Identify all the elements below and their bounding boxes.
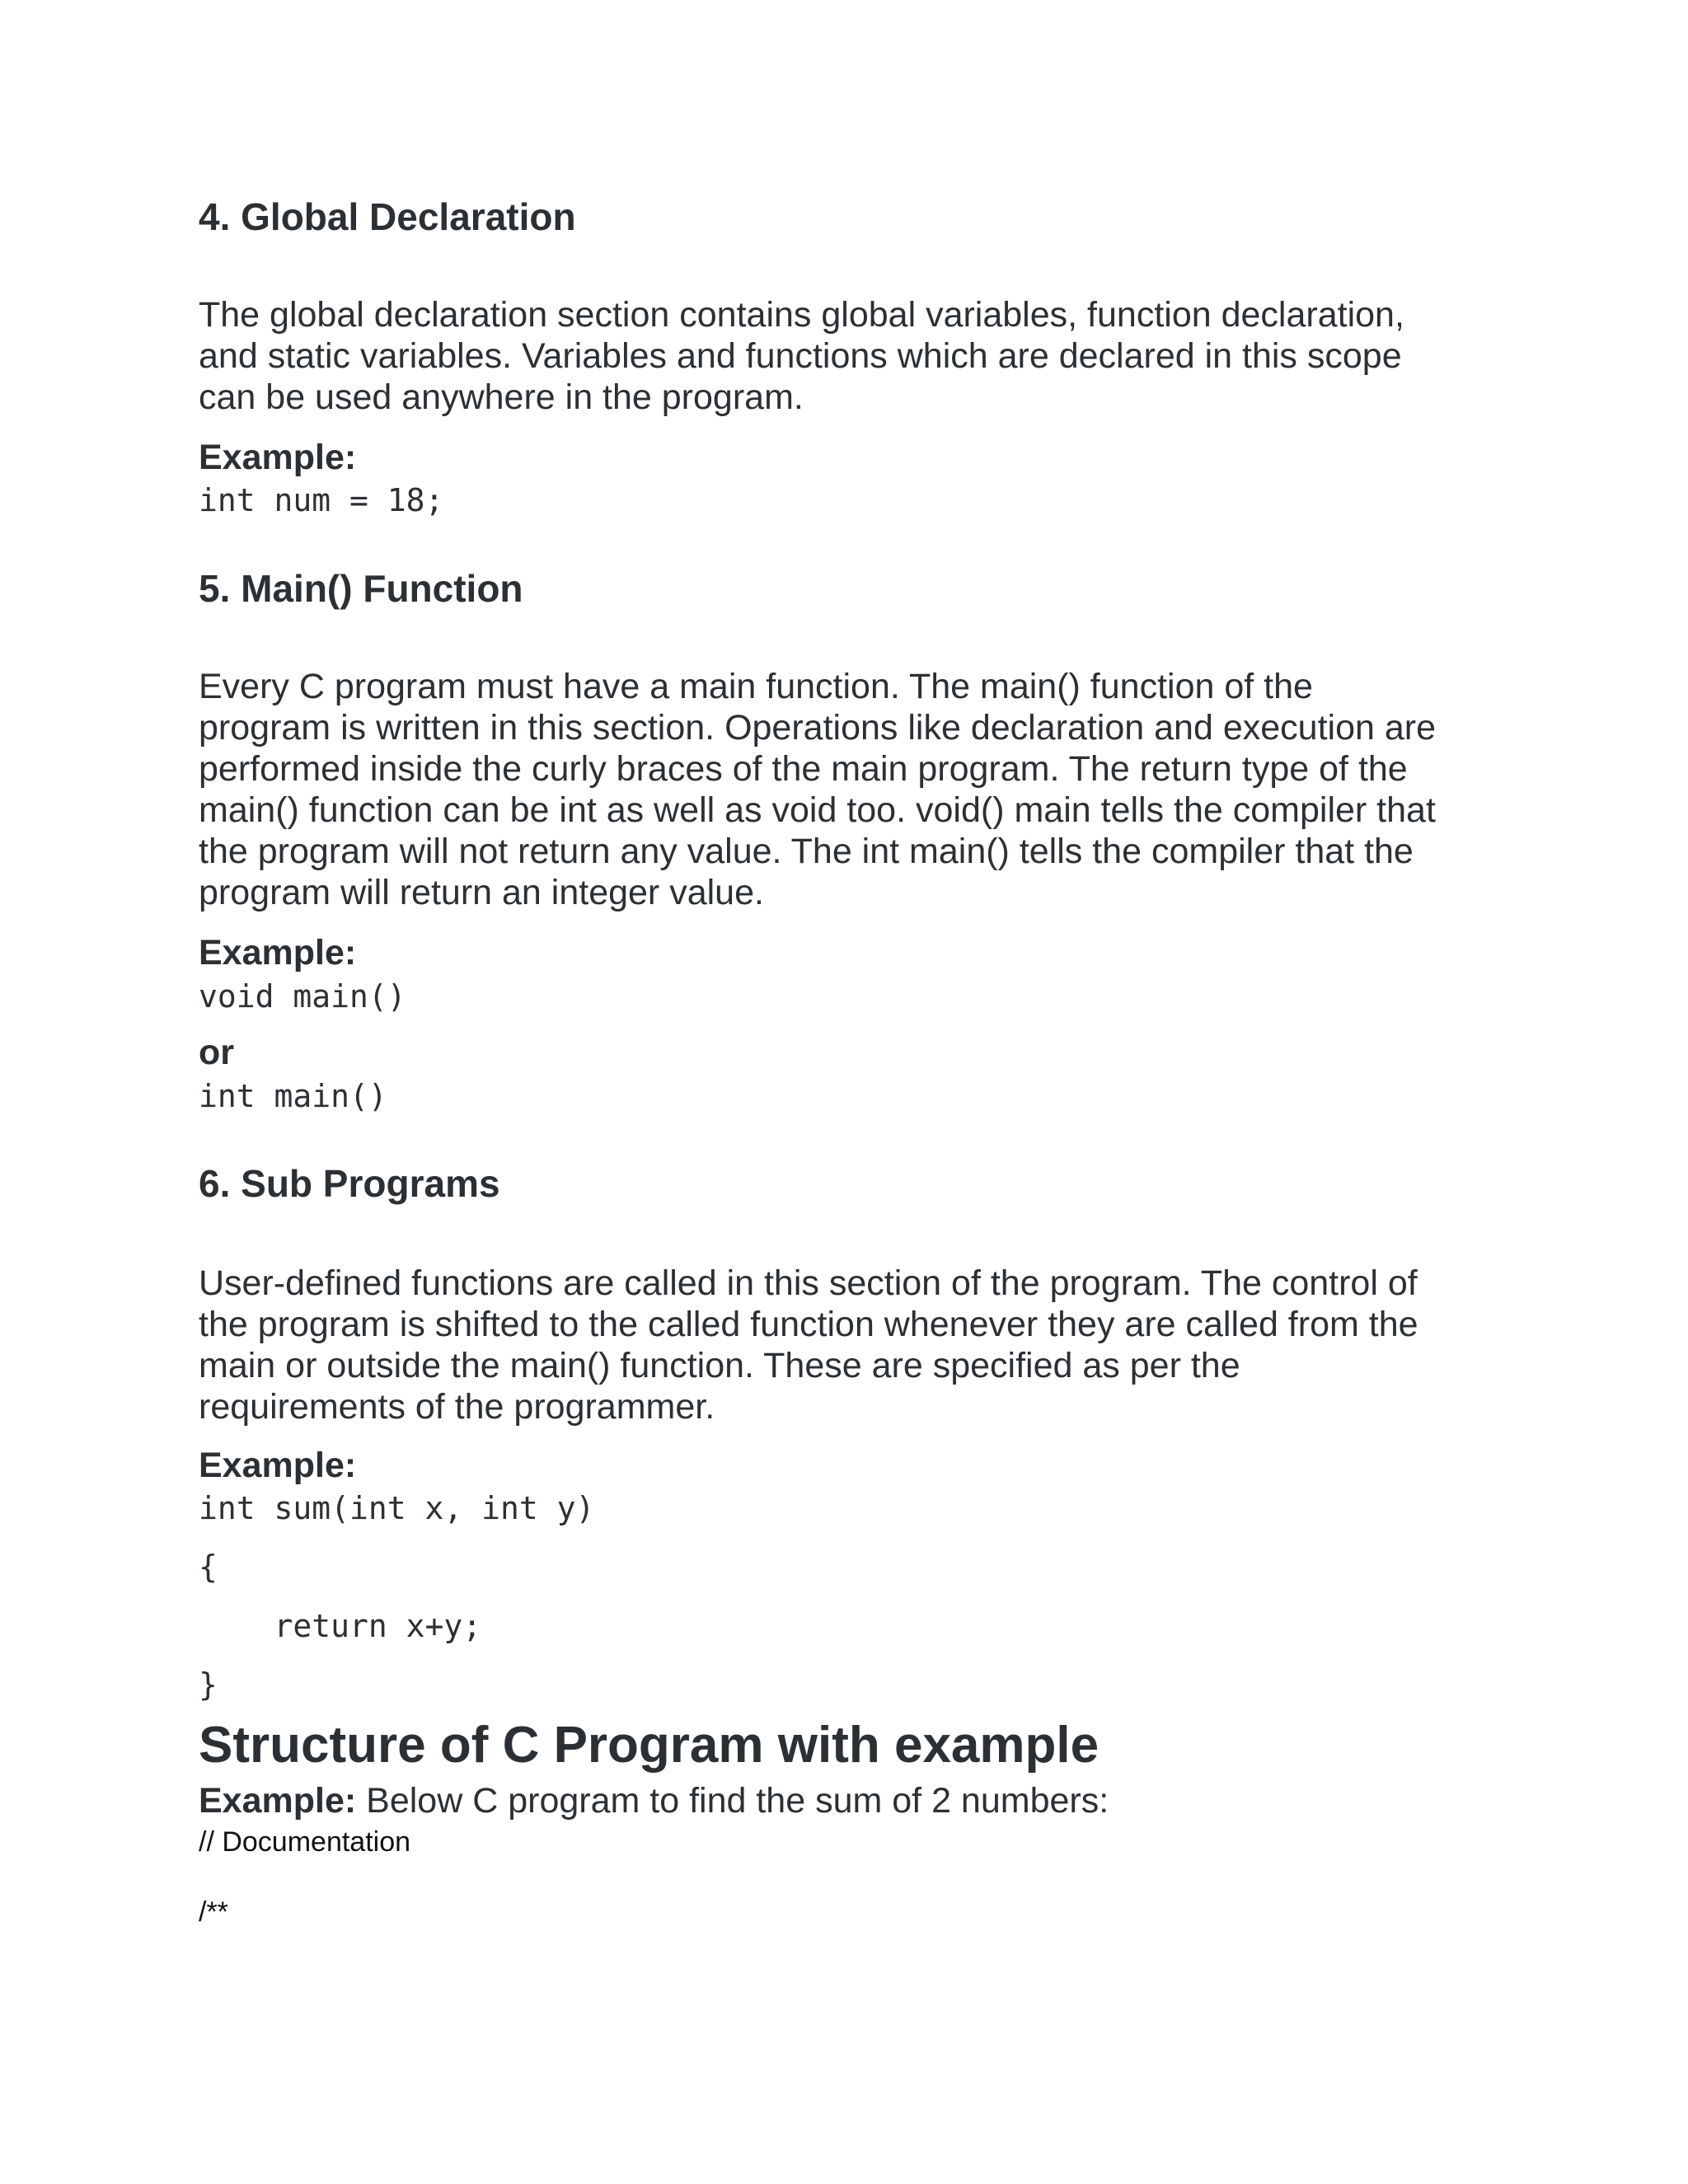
code-line: int num = 18; [199,482,444,518]
paragraph-line: program is written in this section. Operations like declaration and execution are [199,708,1436,748]
section-heading-sub-programs: 6. Sub Programs [199,1162,500,1205]
paragraph-line: performed inside the curly braces of the main program. The return type of the [199,749,1408,789]
example-sentence [199,1780,1109,1821]
code-line: return x+y; [199,1608,482,1644]
paragraph-line: Every C program must have a main function. The main() function of the [199,667,1313,706]
code-line: } [199,1666,218,1703]
paragraph-main-function [199,666,1517,913]
paragraph-line: requirements of the programmer. [199,1387,715,1427]
comment-line: // Documentation [199,1826,411,1858]
paragraph-sub-programs [199,1263,1517,1427]
example-label: Example: [199,1781,357,1821]
code-line: void main() [199,978,406,1015]
paragraph-line: program will return an integer value. [199,873,764,912]
paragraph-line: User-defined functions are called in this section of the program. The control of [199,1263,1418,1303]
code-line: int sum(int x, int y) [199,1490,595,1526]
example-label: Example: [199,933,357,972]
paragraph-global-declaration [199,294,1517,418]
code-line: int main() [199,1078,387,1114]
example-label: Example: [199,1446,357,1485]
section-heading-structure: Structure of C Program with example [199,1717,1100,1774]
paragraph-line: the program will not return any value. The int main() tells the compiler that the [199,832,1414,871]
code-line: { [199,1549,218,1585]
or-label: or [199,1033,234,1072]
comment-line: /** [199,1896,228,1928]
paragraph-line: main() function can be int as well as void too. void() main tells the compiler that [199,790,1436,830]
paragraph-line: The global declaration section contains global variables, function declaration, [199,295,1404,335]
paragraph-line: and static variables. Variables and functions which are declared in this scope [199,336,1402,376]
paragraph-line: the program is shifted to the called function whenever they are called from the [199,1305,1418,1344]
section-heading-main-function: 5. Main() Function [199,567,523,610]
paragraph-line: can be used anywhere in the program. [199,377,804,417]
example-text: Below C program to find the sum of 2 numbers: [356,1781,1109,1821]
example-label: Example: [199,438,357,477]
paragraph-line: main or outside the main() function. These are specified as per the [199,1346,1240,1385]
section-heading-global-declaration: 4. Global Declaration [199,195,576,238]
